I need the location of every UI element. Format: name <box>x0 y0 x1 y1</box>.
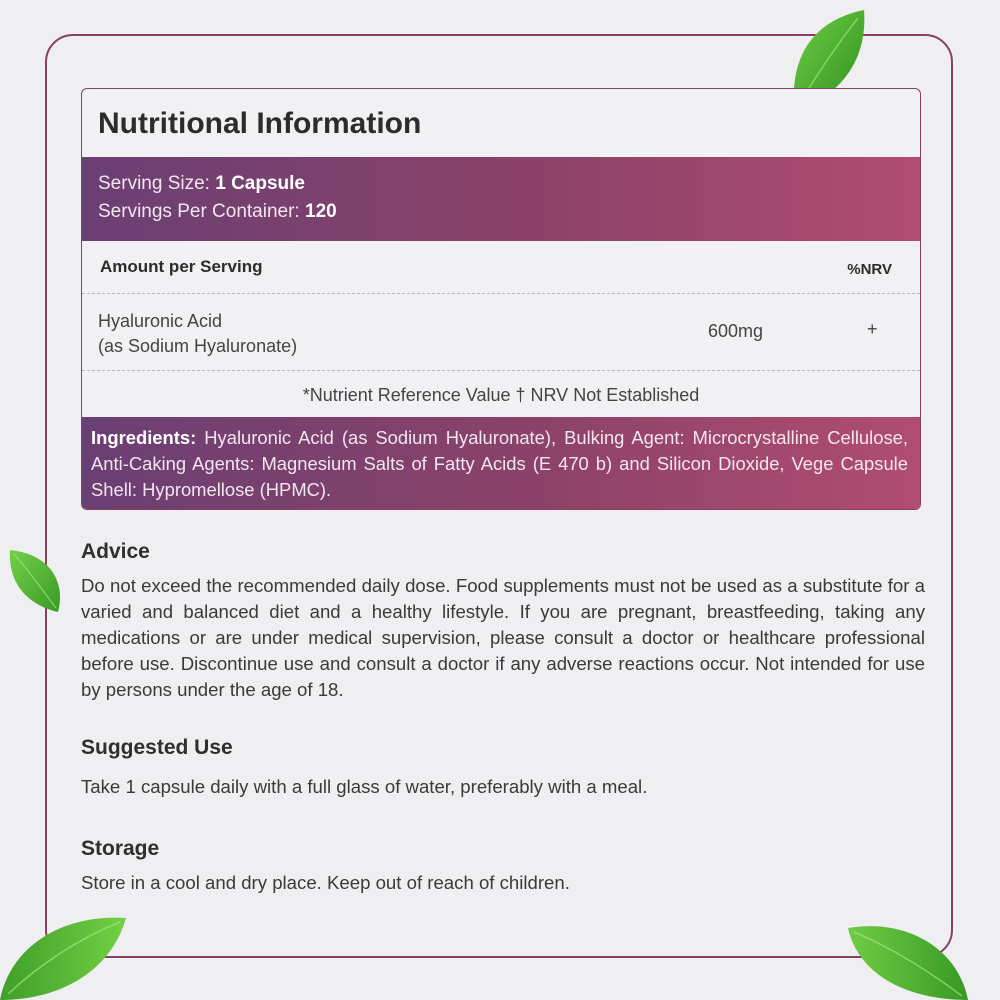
serving-size-value: 1 Capsule <box>215 173 305 194</box>
column-header-amount: Amount per Serving <box>100 257 263 276</box>
ingredients-list: Hyaluronic Acid (as Sodium Hyaluronate), Bulking Agent: Microcrystalline Cellulose, Anti-Caking Agents: Magnesium Salts of Fatty Acids (E 470 b) and Silicon Dioxide, Vege Capsule Shell: Hypromellose (HPMC). <box>91 427 908 500</box>
storage-text: Store in a cool and dry place. Keep out of reach of children. <box>81 872 570 893</box>
nutrient-amount: 600mg <box>708 321 764 341</box>
divider <box>82 293 920 294</box>
servings-per-container-label: Servings Per Container: <box>98 201 305 222</box>
ingredients-band <box>82 417 920 510</box>
nutrient-name-line2: (as Sodium Hyaluronate) <box>98 336 298 356</box>
nutrient-name <box>98 309 297 359</box>
serving-size <box>98 173 305 195</box>
nutrient-nrv: + <box>867 319 878 339</box>
nrv-footnote: *Nutrient Reference Value † NRV Not Established <box>302 385 700 405</box>
column-header-nrv: %NRV <box>847 261 892 278</box>
nutrition-panel <box>81 88 921 510</box>
advice-text: Do not exceed the recommended daily dose. Food supplements must not be used as a substitute for a varied and balanced diet and a healthy lifestyle. If you are pregnant, breastfeeding, taking any medications or are under medical supervision, please consult a doctor or healthcare professional before use. Discontinue use and consult a doctor if any adverse reactions occur. Not intended for use by persons under the age of 18. <box>81 575 925 700</box>
leaf-icon <box>0 908 128 1000</box>
serving-size-label: Serving Size: <box>98 173 216 194</box>
leaf-icon <box>846 918 970 1000</box>
nutrient-name-line1: Hyaluronic Acid <box>98 311 223 331</box>
divider <box>82 370 920 371</box>
panel-title: Nutritional Information <box>98 107 422 140</box>
leaf-icon <box>6 546 66 616</box>
suggested-use-text: Take 1 capsule daily with a full glass of water, preferably with a meal. <box>81 776 648 797</box>
serving-band <box>82 157 920 241</box>
suggested-use-heading: Suggested Use <box>81 736 233 759</box>
ingredients-label: Ingredients: <box>91 427 197 448</box>
advice-heading: Advice <box>81 540 150 563</box>
ingredients <box>91 425 908 503</box>
servings-per-container-value: 120 <box>305 201 337 222</box>
servings-per-container <box>98 201 337 223</box>
storage-heading: Storage <box>81 837 160 860</box>
